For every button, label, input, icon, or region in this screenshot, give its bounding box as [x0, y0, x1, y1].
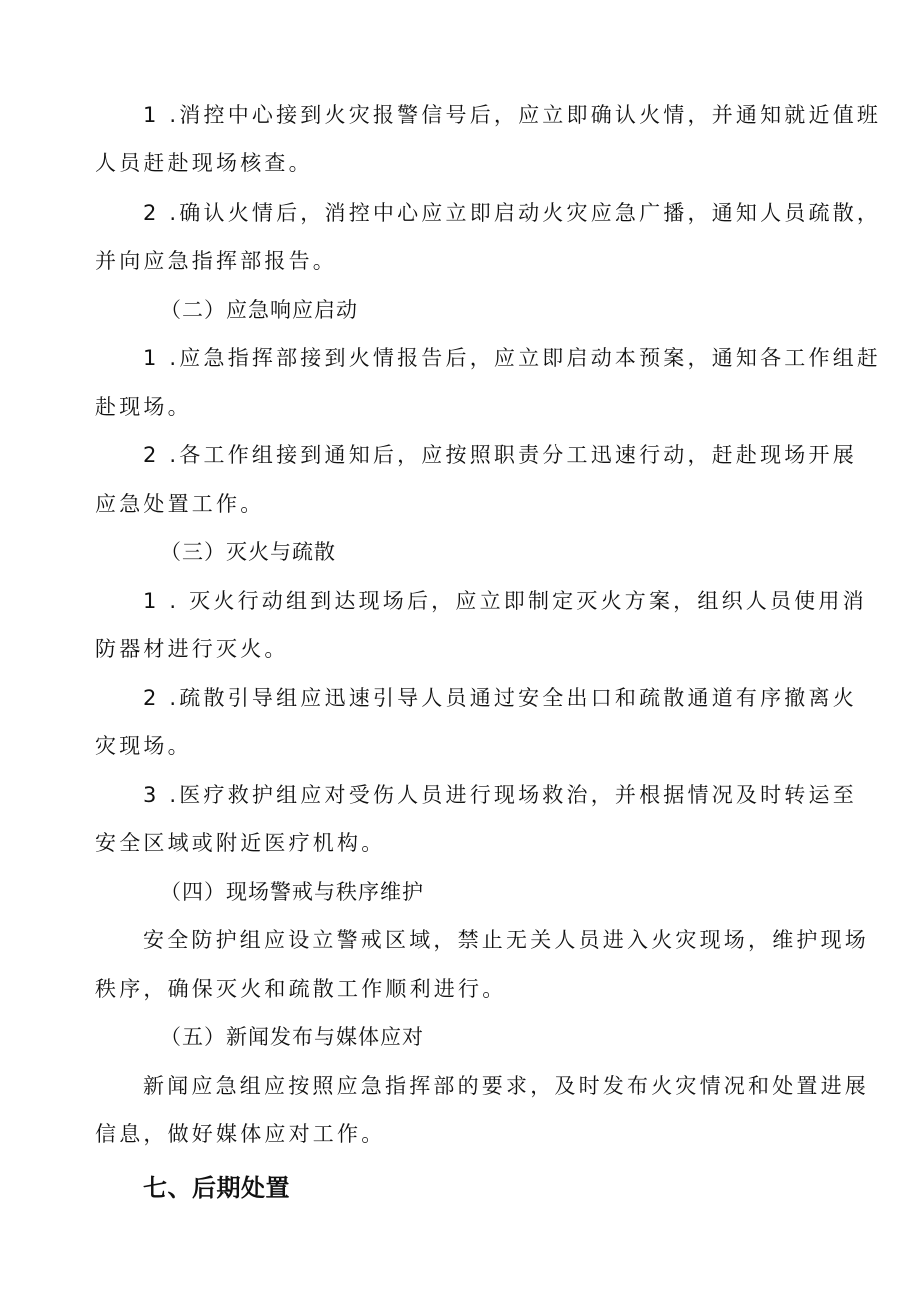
paragraph-line: 新闻应急组应按照应急指挥部的要求，及时发布火灾情况和处置进展: [143, 1074, 869, 1098]
paragraph-line: 1 .应急指挥部接到火情报告后，应立即启动本预案，通知各工作组赶: [143, 346, 882, 370]
paragraph-line: 赴现场。: [95, 395, 192, 419]
paragraph-line: 应急处置工作。: [95, 492, 265, 516]
paragraph-line: 并向应急指挥部报告。: [95, 249, 337, 273]
paragraph-line: 秩序，确保灭火和疏散工作顺利进行。: [95, 977, 507, 1001]
subsection-heading: （三）灭火与疏散: [160, 540, 336, 564]
subsection-heading: （二）应急响应启动: [160, 298, 358, 322]
paragraph-line: 灾现场。: [95, 734, 192, 758]
paragraph-line: 3 .医疗救护组应对受伤人员进行现场救治，并根据情况及时转运至: [143, 783, 857, 807]
subsection-heading: （四）现场警戒与秩序维护: [160, 880, 424, 904]
paragraph-line: 信息，做好媒体应对工作。: [95, 1122, 386, 1146]
paragraph-line: 2 .疏散引导组应迅速引导人员通过安全出口和疏散通道有序撤离火: [143, 686, 857, 710]
paragraph-line: 1 . 灭火行动组到达现场后，应立即制定灭火方案，组织人员使用消: [143, 589, 867, 613]
section-title: 七、后期处置: [143, 1174, 290, 1202]
paragraph-line: 2 .确认火情后，消控中心应立即启动火灾应急广播，通知人员疏散，: [143, 201, 882, 225]
paragraph-line: 安全区域或附近医疗机构。: [95, 831, 386, 855]
paragraph-line: 人员赶赴现场核查。: [95, 151, 313, 175]
paragraph-line: 2 .各工作组接到通知后，应按照职责分工迅速行动，赶赴现场开展: [143, 443, 857, 467]
paragraph-line: 1 .消控中心接到火灾报警信号后，应立即确认火情，并通知就近值班: [143, 103, 882, 127]
subsection-heading: （五）新闻发布与媒体应对: [160, 1025, 424, 1049]
paragraph-line: 安全防护组应设立警戒区域，禁止无关人员进入火灾现场，维护现场: [143, 928, 869, 952]
paragraph-line: 防器材进行灭火。: [95, 637, 289, 661]
